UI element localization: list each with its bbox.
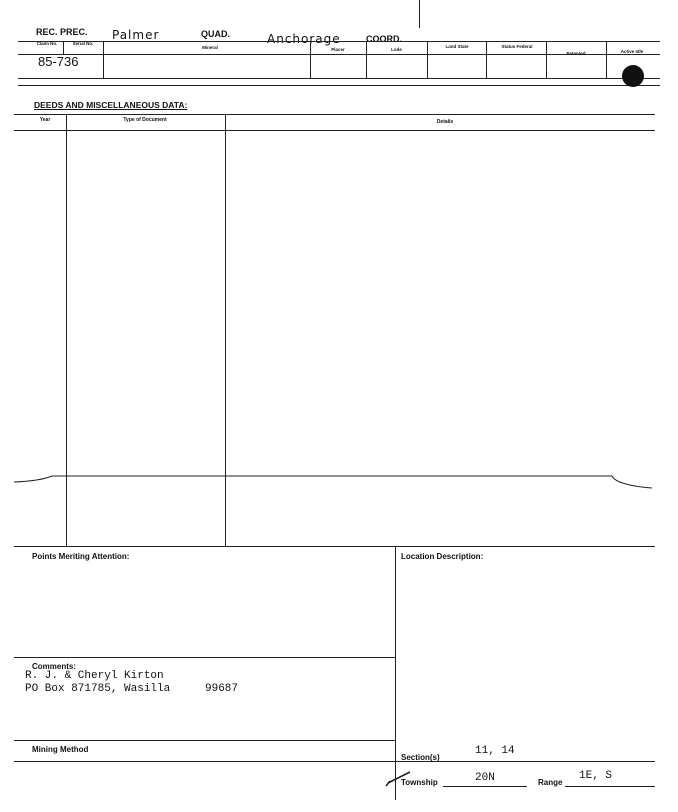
range-underline xyxy=(565,786,655,787)
active-dot xyxy=(622,65,644,87)
quad-label: QUAD. xyxy=(201,29,230,39)
claims-col-divider xyxy=(310,41,311,79)
points-top-line xyxy=(14,546,655,547)
sections-label: Section(s) xyxy=(401,753,440,762)
range-label: Range xyxy=(538,778,563,787)
comments-label: Comments: xyxy=(32,662,77,671)
claims-table-footer-line xyxy=(18,85,660,86)
col-placer: Placer xyxy=(331,47,345,52)
sections-underline xyxy=(452,761,655,762)
claims-col-divider xyxy=(427,41,428,79)
col-land-state: Land State xyxy=(445,44,469,49)
deeds-header-line xyxy=(14,130,655,131)
claims-col-divider xyxy=(63,41,64,55)
claims-col-divider xyxy=(103,41,104,78)
top-center-tick xyxy=(419,0,420,28)
location-description-label: Location Description: xyxy=(401,552,484,561)
claims-col-divider xyxy=(486,41,487,79)
col-claim-no: Claim No. xyxy=(36,41,58,46)
claim-no-value: 85-736 xyxy=(38,54,79,69)
coord-label: COORD. xyxy=(366,34,402,44)
col-year: Year xyxy=(39,117,51,123)
rec-prec-value: Palmer xyxy=(112,28,160,42)
mining-method-label: Mining Method xyxy=(32,745,89,754)
points-meriting-attention-label: Points Meriting Attention: xyxy=(32,552,130,561)
claims-table-top-line xyxy=(18,41,660,42)
deeds-title: DEEDS AND MISCELLANEOUS DATA: xyxy=(34,100,188,110)
col-mineral: Mineral xyxy=(202,45,218,50)
quad-value: Anchorage xyxy=(267,32,341,46)
township-label: Township xyxy=(401,778,438,787)
col-active-idle: Active Idle xyxy=(620,49,644,54)
comments-name: R. J. & Cheryl Kirton xyxy=(25,670,164,682)
township-value: 20N xyxy=(475,772,495,784)
comments-zip: 99687 xyxy=(205,683,239,695)
mining-method-top-line xyxy=(14,740,395,741)
col-lode: Lode xyxy=(391,47,402,52)
col-details: Details xyxy=(436,119,454,125)
rec-prec-label: REC. PREC. xyxy=(36,27,88,37)
claims-table-bottom-line xyxy=(18,78,660,79)
comments-address: PO Box 871785, Wasilla xyxy=(25,683,171,695)
range-value: 1E, S xyxy=(579,770,613,782)
claims-col-divider xyxy=(546,41,547,79)
col-type-of-document: Type of Document xyxy=(123,117,167,123)
col-status-federal: Status Federal xyxy=(501,44,533,49)
deeds-top-line xyxy=(14,114,655,115)
claims-col-divider xyxy=(366,41,367,79)
sections-value: 11, 14 xyxy=(475,745,515,757)
col-serial-no: Serial No. xyxy=(72,41,94,46)
township-underline xyxy=(443,786,527,787)
comments-top-line xyxy=(14,657,395,658)
page-fold-line xyxy=(0,470,678,496)
col-patented: Patented xyxy=(566,51,586,56)
claims-col-divider xyxy=(606,41,607,79)
